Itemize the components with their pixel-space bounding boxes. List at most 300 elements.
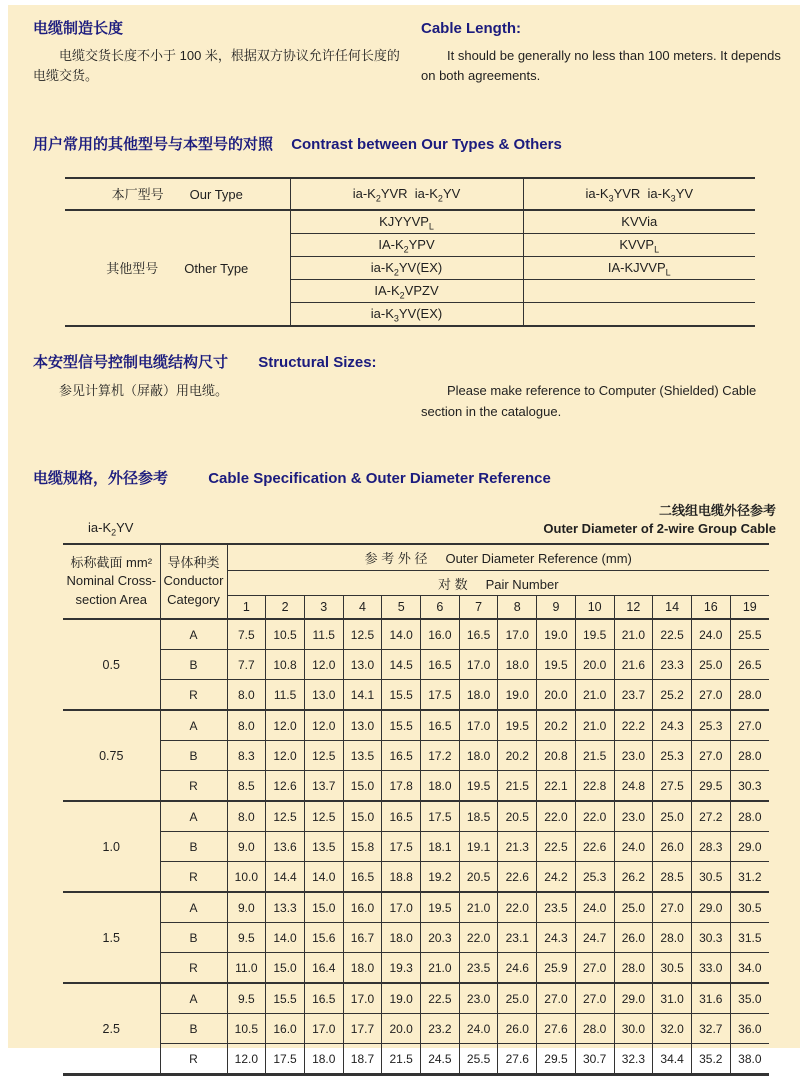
catalog-page — [8, 5, 800, 1066]
diameter-value: 18.7 — [343, 1044, 382, 1075]
nominal-area-header-cn: 标称截面 mm² — [70, 554, 153, 570]
cable-length-body-en: It should be generally no less than 100 meters. It depends on both agreements. — [421, 47, 781, 84]
spec-row — [63, 801, 769, 832]
diameter-value: 23.7 — [614, 680, 653, 711]
contrast-heading-en: Contrast between Our Types & Others — [291, 136, 562, 154]
conductor-category-header-cn: 导体种类 — [167, 554, 220, 570]
our-type-label-cn: 本厂型号 — [111, 187, 164, 203]
spec-row — [63, 710, 769, 741]
spec-heading-en: Cable Specification & Outer Diameter Reference — [208, 469, 551, 487]
spec-row — [63, 892, 769, 923]
diameter-value: 14.1 — [343, 680, 382, 711]
our-type-k3: $ia-K_3YVR$ $ia-K_3YV$ — [523, 178, 755, 210]
diameter-value: 19.0 — [537, 619, 576, 650]
diameter-value: 16.0 — [421, 619, 460, 650]
diameter-value: 19.0 — [498, 680, 537, 711]
diameter-value: 12.5 — [304, 801, 343, 832]
diameter-value: 25.0 — [614, 892, 653, 923]
other-type-cell: $KVVP_L$ — [523, 233, 755, 256]
diameter-value: 17.7 — [343, 1014, 382, 1044]
diameter-value: 31.2 — [730, 862, 769, 893]
diameter-value: 24.0 — [459, 1014, 498, 1044]
diameter-value: 24.6 — [498, 953, 537, 984]
type-contrast-table — [65, 177, 755, 327]
diameter-value: 16.5 — [382, 741, 421, 771]
pair-number: 19 — [742, 600, 757, 615]
diameter-value: 16.0 — [266, 1014, 305, 1044]
our-type-label-en: Our Type — [189, 187, 243, 203]
spec-notes — [543, 502, 776, 537]
diameter-value: 25.0 — [498, 983, 537, 1014]
diameter-value: 17.0 — [343, 983, 382, 1014]
diameter-value: 16.5 — [343, 862, 382, 893]
spec-heading — [33, 469, 800, 489]
structural-heading — [33, 353, 800, 373]
diameter-value: 17.0 — [382, 892, 421, 923]
spec-row — [63, 953, 769, 984]
diameter-value: 21.5 — [575, 741, 614, 771]
structural-cn-column — [33, 374, 405, 402]
diameter-value: 18.0 — [382, 923, 421, 953]
diameter-value: 21.0 — [575, 710, 614, 741]
diameter-value: 9.0 — [227, 832, 266, 862]
diameter-value: 16.5 — [421, 710, 460, 741]
diameter-value: 24.0 — [691, 619, 730, 650]
diameter-value: 32.0 — [653, 1014, 692, 1044]
diameter-value: 20.0 — [537, 680, 576, 711]
diameter-value: 23.0 — [614, 741, 653, 771]
diameter-value: 25.0 — [691, 650, 730, 680]
conductor-category: R — [160, 1044, 227, 1075]
diameter-value: 28.3 — [691, 832, 730, 862]
diameter-value: 25.2 — [653, 680, 692, 711]
conductor-category: B — [160, 650, 227, 680]
diameter-value: 17.8 — [382, 771, 421, 802]
cable-length-cn-column — [33, 19, 405, 87]
diameter-value: 24.0 — [575, 892, 614, 923]
diameter-value: 18.0 — [498, 650, 537, 680]
diameter-value: 20.3 — [421, 923, 460, 953]
diameter-value: 17.0 — [459, 710, 498, 741]
diameter-value: 29.0 — [614, 983, 653, 1014]
diameter-value: 10.8 — [266, 650, 305, 680]
diameter-value: 11.5 — [266, 680, 305, 711]
diameter-value: 22.6 — [575, 832, 614, 862]
diameter-value: 31.5 — [730, 923, 769, 953]
diameter-value: 11.5 — [304, 619, 343, 650]
diameter-value: 12.0 — [266, 710, 305, 741]
conductor-category: B — [160, 741, 227, 771]
diameter-value: 13.3 — [266, 892, 305, 923]
diameter-value: 17.0 — [459, 650, 498, 680]
cable-length-heading-en: Cable Length: — [421, 20, 521, 37]
diameter-value: 20.5 — [459, 862, 498, 893]
diameter-value: 22.5 — [421, 983, 460, 1014]
diameter-value: 8.0 — [227, 680, 266, 711]
conductor-category-header-en1: Conductor — [163, 573, 224, 589]
diameter-value: 27.0 — [653, 892, 692, 923]
diameter-value: 21.6 — [614, 650, 653, 680]
diameter-value: 15.5 — [266, 983, 305, 1014]
diameter-value: 21.0 — [421, 953, 460, 984]
diameter-value: 22.6 — [498, 862, 537, 893]
spec-labels-row — [33, 502, 800, 537]
cable-length-heading-cn: 电缆制造长度 — [33, 20, 124, 37]
diameter-value: 27.2 — [691, 801, 730, 832]
diameter-value: 12.5 — [343, 619, 382, 650]
diameter-value: 16.5 — [421, 650, 460, 680]
spec-row — [63, 832, 769, 862]
pair-number: 2 — [266, 596, 305, 620]
spec-header-row-1 — [63, 544, 769, 571]
diameter-value: 22.0 — [537, 801, 576, 832]
diameter-value: 13.0 — [304, 680, 343, 711]
pair-number: 16 — [691, 596, 730, 620]
pair-number: 7 — [459, 596, 498, 620]
diameter-value: 17.2 — [421, 741, 460, 771]
diameter-value: 23.0 — [459, 983, 498, 1014]
diameter-value: 30.3 — [691, 923, 730, 953]
structural-heading-cn: 本安型信号控制电缆结构尺寸 — [33, 353, 229, 371]
other-type-cell: $ia-K_2YV(EX)$ — [290, 256, 523, 279]
our-type-label — [65, 178, 290, 210]
diameter-value: 8.5 — [227, 771, 266, 802]
diameter-value: 9.0 — [227, 892, 266, 923]
diameter-value: 15.0 — [343, 771, 382, 802]
diameter-value: 15.6 — [304, 923, 343, 953]
diameter-value: 26.0 — [614, 923, 653, 953]
diameter-value: 18.8 — [382, 862, 421, 893]
diameter-value: 14.0 — [304, 862, 343, 893]
diameter-value: 24.7 — [575, 923, 614, 953]
diameter-value: 27.5 — [653, 771, 692, 802]
diameter-value: 26.0 — [498, 1014, 537, 1044]
diameter-value: 25.3 — [691, 710, 730, 741]
pair-number: 1 — [227, 596, 266, 620]
diameter-value: 22.0 — [575, 801, 614, 832]
nominal-size: 0.5 — [63, 619, 160, 710]
pair-number-header — [227, 571, 769, 596]
diameter-value: 19.1 — [459, 832, 498, 862]
diameter-value: 15.0 — [304, 892, 343, 923]
diameter-value: 19.0 — [382, 983, 421, 1014]
diameter-value: 20.5 — [498, 801, 537, 832]
other-type-cell: $IA-K_2VPZV$ — [290, 279, 523, 302]
diameter-value: 30.5 — [730, 892, 769, 923]
diameter-value: 13.5 — [343, 741, 382, 771]
diameter-value: 23.1 — [498, 923, 537, 953]
diameter-value: 35.2 — [691, 1044, 730, 1075]
diameter-value: 21.3 — [498, 832, 537, 862]
pair-number: 9 — [537, 596, 576, 620]
diameter-value: 32.7 — [691, 1014, 730, 1044]
diameter-value: 34.4 — [653, 1044, 692, 1075]
diameter-value: 27.6 — [537, 1014, 576, 1044]
diameter-value: 14.5 — [382, 650, 421, 680]
spec-row — [63, 923, 769, 953]
contrast-heading-cn: 用户常用的其他型号与本型号的对照 — [33, 136, 274, 154]
section-cable-length — [33, 19, 800, 87]
spec-cable-type: $ia-K_2YV$ — [88, 520, 134, 538]
diameter-value: 27.0 — [691, 741, 730, 771]
nominal-area-header — [63, 544, 160, 619]
diameter-value: 21.5 — [498, 771, 537, 802]
pair-number: 10 — [575, 596, 614, 620]
diameter-value: 19.5 — [459, 771, 498, 802]
other-type-label-en: Other Type — [184, 261, 249, 277]
diameter-value: 34.0 — [730, 953, 769, 984]
diameter-value: 16.0 — [343, 892, 382, 923]
diameter-value: 33.0 — [691, 953, 730, 984]
diameter-value: 15.5 — [382, 710, 421, 741]
diameter-value: 26.0 — [653, 832, 692, 862]
diameter-value: 23.5 — [537, 892, 576, 923]
diameter-value: 25.3 — [575, 862, 614, 893]
diameter-value: 13.0 — [343, 650, 382, 680]
conductor-category: A — [160, 619, 227, 650]
other-type-cell: $ia-K_3YV(EX)$ — [290, 302, 523, 326]
diameter-value: 32.3 — [614, 1044, 653, 1075]
diameter-value: 25.0 — [653, 801, 692, 832]
other-type-row — [65, 210, 755, 234]
diameter-value: 12.0 — [304, 710, 343, 741]
diameter-value: 20.2 — [537, 710, 576, 741]
diameter-value: 12.5 — [266, 801, 305, 832]
spec-row — [63, 741, 769, 771]
diameter-value: 17.5 — [266, 1044, 305, 1075]
conductor-category-header-en2: Category — [167, 592, 220, 608]
pair-number-header-cn: 对 数 — [437, 576, 468, 592]
diameter-value: 28.5 — [653, 862, 692, 893]
diameter-value: 27.6 — [498, 1044, 537, 1075]
spec-row — [63, 862, 769, 893]
diameter-value: 22.0 — [498, 892, 537, 923]
diameter-value: 30.7 — [575, 1044, 614, 1075]
diameter-value: 22.0 — [459, 923, 498, 953]
nominal-size: 1.5 — [63, 892, 160, 983]
diameter-value: 16.4 — [304, 953, 343, 984]
other-type-cell: $KJYYVP_L$ — [290, 210, 523, 234]
diameter-value: 23.3 — [653, 650, 692, 680]
diameter-value: 27.0 — [575, 953, 614, 984]
diameter-value: 12.0 — [227, 1044, 266, 1075]
diameter-value: 8.0 — [227, 710, 266, 741]
cable-length-body-cn: 电缆交货长度不小于 100 米，根据双方协议允许任何长度的电缆交货。 — [33, 47, 400, 84]
diameter-value: 19.5 — [421, 892, 460, 923]
nominal-size: 1.0 — [63, 801, 160, 892]
diameter-value: 18.0 — [343, 953, 382, 984]
diameter-value: 19.5 — [575, 619, 614, 650]
diameter-value: 16.5 — [304, 983, 343, 1014]
diameter-value: 28.0 — [575, 1014, 614, 1044]
diameter-value: 30.5 — [691, 862, 730, 893]
diameter-value: 14.0 — [266, 923, 305, 953]
diameter-value: 18.0 — [304, 1044, 343, 1075]
diameter-value: 19.5 — [537, 650, 576, 680]
diameter-value: 24.3 — [653, 710, 692, 741]
diameter-value: 22.5 — [537, 832, 576, 862]
spec-row — [63, 1014, 769, 1044]
diameter-value: 31.6 — [691, 983, 730, 1014]
outer-diameter-reference-header-en: Outer Diameter Reference (mm) — [445, 551, 632, 567]
diameter-value: 22.1 — [537, 771, 576, 802]
diameter-value: 8.0 — [227, 801, 266, 832]
diameter-value: 35.0 — [730, 983, 769, 1014]
diameter-value: 13.0 — [343, 710, 382, 741]
conductor-category: B — [160, 832, 227, 862]
diameter-value: 18.0 — [459, 680, 498, 711]
diameter-value: 25.5 — [459, 1044, 498, 1075]
conductor-category: A — [160, 710, 227, 741]
diameter-value: 18.1 — [421, 832, 460, 862]
pair-number: 3 — [304, 596, 343, 620]
diameter-value: 22.5 — [653, 619, 692, 650]
diameter-value: 21.0 — [459, 892, 498, 923]
our-type-k2: $ia-K_2YVR$ $ia-K_2YV$ — [290, 178, 523, 210]
structural-body-en: Please make reference to Computer (Shielded) Cable section in the catalogue. — [421, 383, 757, 419]
pair-number-header-en: Pair Number — [485, 576, 559, 592]
diameter-value: 28.0 — [730, 801, 769, 832]
pair-number: 6 — [421, 596, 460, 620]
diameter-value: 20.0 — [382, 1014, 421, 1044]
diameter-value: 15.8 — [343, 832, 382, 862]
diameter-value: 27.0 — [691, 680, 730, 711]
diameter-value: 19.3 — [382, 953, 421, 984]
diameter-value: 26.2 — [614, 862, 653, 893]
diameter-value: 18.0 — [421, 771, 460, 802]
diameter-value: 24.2 — [537, 862, 576, 893]
conductor-category: R — [160, 953, 227, 984]
nominal-area-header-en1: Nominal Cross- — [66, 573, 157, 589]
diameter-value: 17.0 — [304, 1014, 343, 1044]
diameter-value: 23.5 — [459, 953, 498, 984]
diameter-value: 21.0 — [614, 619, 653, 650]
diameter-value: 14.0 — [382, 619, 421, 650]
conductor-category: R — [160, 862, 227, 893]
section-structural — [33, 374, 800, 423]
diameter-value: 12.5 — [304, 741, 343, 771]
diameter-value: 24.3 — [537, 923, 576, 953]
outer-diameter-table — [63, 543, 769, 1076]
diameter-value: 23.2 — [421, 1014, 460, 1044]
nominal-size: 2.5 — [63, 983, 160, 1075]
conductor-category: B — [160, 1014, 227, 1044]
diameter-value: 9.5 — [227, 923, 266, 953]
diameter-value: 29.5 — [691, 771, 730, 802]
diameter-value: 16.5 — [459, 619, 498, 650]
other-type-label-cn: 其他型号 — [106, 261, 159, 277]
spec-row — [63, 983, 769, 1014]
pair-number: 14 — [653, 596, 692, 620]
diameter-value: 15.0 — [266, 953, 305, 984]
diameter-value: 27.0 — [537, 983, 576, 1014]
diameter-value: 11.0 — [227, 953, 266, 984]
spec-row — [63, 680, 769, 711]
diameter-value: 19.2 — [421, 862, 460, 893]
contrast-heading — [33, 135, 800, 155]
diameter-value: 7.5 — [227, 619, 266, 650]
diameter-value: 12.0 — [304, 650, 343, 680]
other-type-cell: KVVia — [621, 214, 658, 230]
conductor-category-header — [160, 544, 227, 619]
diameter-value: 13.6 — [266, 832, 305, 862]
outer-diameter-reference-header — [227, 544, 769, 571]
diameter-value: 28.0 — [614, 953, 653, 984]
diameter-value: 10.0 — [227, 862, 266, 893]
diameter-value: 28.0 — [730, 741, 769, 771]
spec-note-en: Outer Diameter of 2-wire Group Cable — [543, 520, 776, 536]
diameter-value: 13.5 — [304, 832, 343, 862]
outer-diameter-reference-header-cn: 参 考 外 径 — [364, 551, 428, 567]
diameter-value: 15.5 — [382, 680, 421, 711]
diameter-value: 20.2 — [498, 741, 537, 771]
diameter-value: 24.5 — [421, 1044, 460, 1075]
other-type-label — [65, 210, 290, 326]
diameter-value: 29.5 — [537, 1044, 576, 1075]
diameter-value: 7.7 — [227, 650, 266, 680]
conductor-category: R — [160, 680, 227, 711]
conductor-category: R — [160, 771, 227, 802]
diameter-value: 38.0 — [730, 1044, 769, 1075]
diameter-value: 29.0 — [730, 832, 769, 862]
diameter-value: 25.3 — [653, 741, 692, 771]
spec-note-cn: 二线组电缆外径参考 — [658, 503, 776, 519]
pair-number: 5 — [382, 596, 421, 620]
diameter-value: 19.5 — [498, 710, 537, 741]
conductor-category: B — [160, 923, 227, 953]
diameter-value: 12.6 — [266, 771, 305, 802]
diameter-value: 21.0 — [575, 680, 614, 711]
diameter-value: 21.5 — [382, 1044, 421, 1075]
spec-row — [63, 619, 769, 650]
other-type-cell: $IA-KJVVP_L$ — [523, 256, 755, 279]
diameter-value: 17.5 — [382, 832, 421, 862]
diameter-value: 28.0 — [653, 923, 692, 953]
diameter-value: 20.8 — [537, 741, 576, 771]
pair-number: 4 — [343, 596, 382, 620]
diameter-value: 22.8 — [575, 771, 614, 802]
diameter-value: 20.0 — [575, 650, 614, 680]
diameter-value: 26.5 — [730, 650, 769, 680]
diameter-value: 36.0 — [730, 1014, 769, 1044]
spec-row — [63, 650, 769, 680]
nominal-area-header-en2: section Area — [75, 592, 148, 608]
nominal-size: 0.75 — [63, 710, 160, 801]
diameter-value: 24.0 — [614, 832, 653, 862]
our-type-row — [65, 178, 755, 210]
diameter-value: 30.5 — [653, 953, 692, 984]
diameter-value: 18.0 — [459, 741, 498, 771]
diameter-value: 25.9 — [537, 953, 576, 984]
diameter-value: 17.0 — [498, 619, 537, 650]
diameter-value: 30.3 — [730, 771, 769, 802]
diameter-value: 16.5 — [382, 801, 421, 832]
spec-row — [63, 1044, 769, 1075]
diameter-value: 9.5 — [227, 983, 266, 1014]
diameter-value: 14.4 — [266, 862, 305, 893]
diameter-value: 23.0 — [614, 801, 653, 832]
other-type-cell — [523, 279, 755, 302]
conductor-category: A — [160, 983, 227, 1014]
diameter-value: 22.2 — [614, 710, 653, 741]
conductor-category: A — [160, 892, 227, 923]
diameter-value: 24.8 — [614, 771, 653, 802]
diameter-value: 15.0 — [343, 801, 382, 832]
diameter-value: 27.0 — [575, 983, 614, 1014]
conductor-category: A — [160, 801, 227, 832]
diameter-value: 30.0 — [614, 1014, 653, 1044]
pair-number: 12 — [614, 596, 653, 620]
